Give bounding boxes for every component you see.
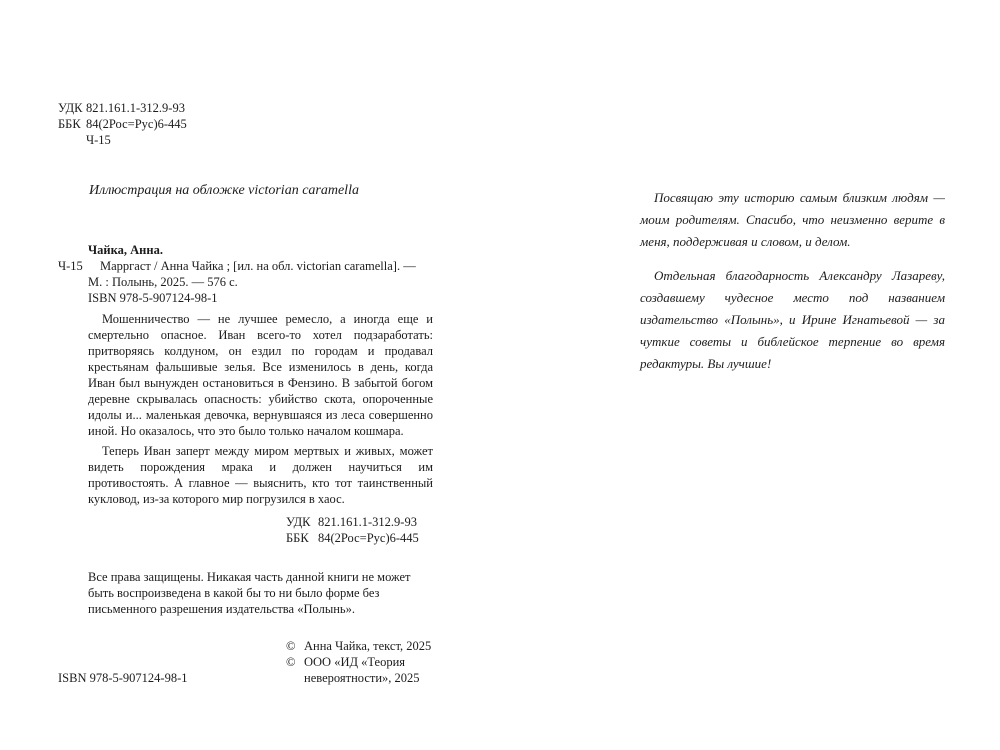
bibliographic-record	[58, 242, 433, 507]
copyright-line	[286, 638, 446, 654]
bbk-label: ББК	[58, 117, 81, 131]
udk-value: 821.161.1-312.9-93	[318, 515, 417, 529]
author-mark: Ч-15	[86, 133, 111, 147]
udk-label: УДК	[286, 515, 311, 529]
bbk-row	[58, 116, 187, 132]
dedication-paragraph: Посвящаю эту историю самым близким людям — моим родителям. Спасибо, что неизменно верите в меня, поддерживая и словом, и делом.	[640, 190, 945, 249]
annotation	[88, 311, 433, 507]
dedication	[640, 187, 945, 375]
udk-label: УДК	[58, 101, 83, 115]
biblio-line: М. : Полынь, 2025. — 576 с.	[88, 275, 238, 289]
biblio-body	[58, 258, 433, 306]
bbk-value: 84(2Рос=Рус)6-445	[86, 117, 187, 131]
biblio-line: Марргаст / Анна Чайка ; [ил. на обл. victorian caramella]. —	[100, 259, 416, 273]
bbk-label: ББК	[286, 531, 309, 545]
copyright-line	[286, 654, 446, 686]
copyright-text: ООО «ИД «Теория невероятности», 2025	[304, 655, 420, 685]
acknowledgement-paragraph: Отдельная благодарность Александру Лазареву, создавшему чудесное место под названием издательство «Полынь», и Ирине Игнатьевой — за чуткие советы и библейское терпение во время редактуры. Вы лучшие!	[640, 268, 945, 371]
biblio-line: ISBN 978-5-907124-98-1	[88, 291, 218, 305]
isbn-footer: ISBN 978-5-907124-98-1	[58, 671, 188, 685]
udk-value: 821.161.1-312.9-93	[86, 101, 185, 115]
copyright-symbol: ©	[286, 655, 296, 669]
copyright-symbol: ©	[286, 639, 296, 653]
classification-codes-header	[58, 100, 187, 148]
copyright-text: Анна Чайка, текст, 2025	[304, 639, 432, 653]
dedication-page	[500, 0, 1000, 750]
author-heading: Чайка, Анна.	[88, 243, 163, 257]
annotation-paragraph: Мошенничество — не лучшее ремесло, а иногда еще и смертельно опасное. Иван всего-то хотел подзаработать: притворяясь колдуном, он ездил по городам и продавал крестьянам фальшивые зелья. Все изменилось в день, когда Иван был вынужден остановиться в Фензино. В забытой богом деревне скрывалась опасность: убийство скота, опороченные идолы и... маленькая девочка, вернувшаяся из леса совершенно иной. Но оказалось, что это было только началом кошмара.	[88, 312, 433, 438]
udk-row	[58, 100, 187, 116]
classification-codes-footer	[286, 514, 419, 546]
rights-notice: Все права защищены. Никакая часть данной книги не может быть воспроизведена в какой бы то ни было форме без письменного разрешения издательства «Полынь».	[88, 570, 411, 616]
cover-illustration-credit: Иллюстрация на обложке victorian caramella	[89, 183, 359, 198]
bbk-value: 84(2Рос=Рус)6-445	[318, 531, 419, 545]
biblio-author-mark: Ч-15	[58, 259, 83, 273]
copyright-block	[286, 638, 446, 686]
bbk-row	[286, 530, 419, 546]
udk-row	[286, 514, 419, 530]
annotation-paragraph: Теперь Иван заперт между миром мертвых и живых, может видеть порождения мрака и должен научиться им противостоять. А главное — выяснить, кто тот таинственный кукловод, из-за которого мир погрузился в хаос.	[88, 444, 433, 506]
